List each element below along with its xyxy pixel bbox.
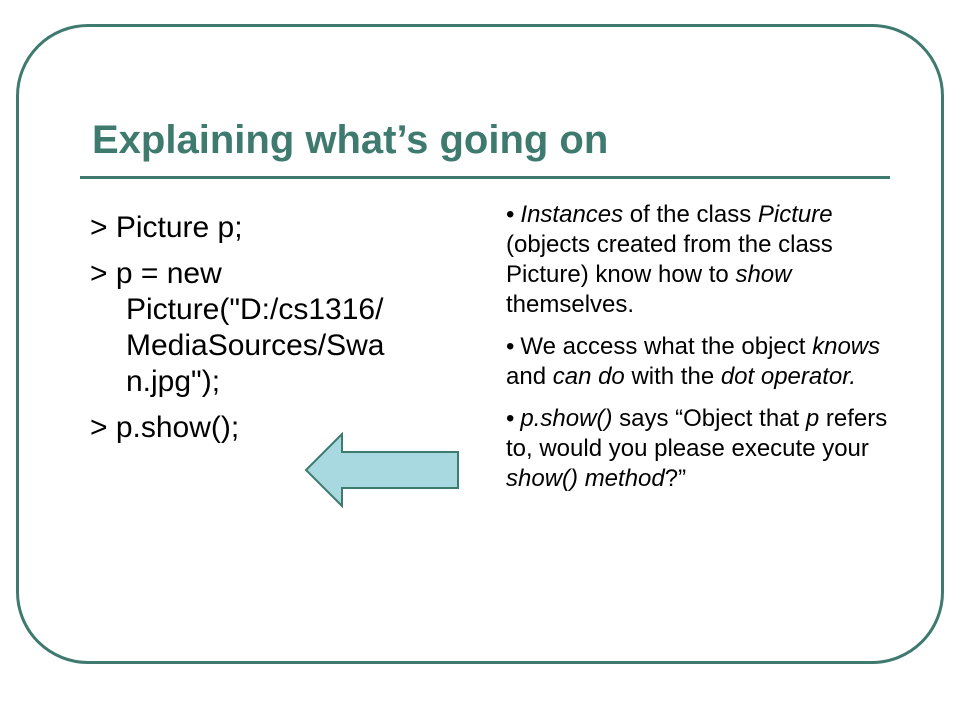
note-text-run: p [805,405,820,432]
note-text-run: p.show() [520,405,613,432]
note-instances [506,200,916,320]
code-line-assign-part3: MediaSources/Swa [126,329,385,362]
code-line-declare: > Picture p; [90,211,243,244]
note-text-run: Instances [520,201,624,228]
code-line-show: > p.show(); [90,411,240,444]
note-text-run: Picture [757,201,833,228]
note-text-run: show [735,261,792,288]
note-text-run: dot operator. [720,363,857,390]
note-text-run: ?” [664,465,687,492]
note-dot-operator [506,332,916,392]
bullet-icon: • [506,333,515,360]
note-text-run: show() [506,465,579,492]
note-text-run: knows [812,333,881,360]
note-text-run: (objects created from the class Picture) know how to [506,231,833,288]
note-text-run: with the [624,363,721,390]
bullet-icon: • [506,405,515,432]
note-text-run: We access what the object [520,333,813,360]
note-text-run: of the class [623,201,758,228]
note-text-run [578,465,585,492]
explanation-notes [506,200,916,506]
bullet-icon: • [506,201,515,228]
note-text-run: method [584,465,665,492]
note-show-method [506,404,916,494]
title-underline [80,176,890,179]
left-arrow-icon [304,432,462,508]
note-text-run: refers to, would you please execute your [506,405,888,462]
note-text-run: can do [552,363,625,390]
code-line-assign-part2: Picture("D:/cs1316/ [126,293,384,326]
code-line-assign-part4: n.jpg"); [126,365,221,398]
note-text-run: says “Object that [612,405,806,432]
code-block [90,210,460,456]
note-text-run: themselves. [506,291,635,318]
code-line-assign [90,256,460,400]
code-line-assign-part1: > p = new [90,257,222,290]
note-text-run: and [506,363,553,390]
slide-title: Explaining what’s going on [92,118,609,162]
arrow-shape [306,434,458,506]
